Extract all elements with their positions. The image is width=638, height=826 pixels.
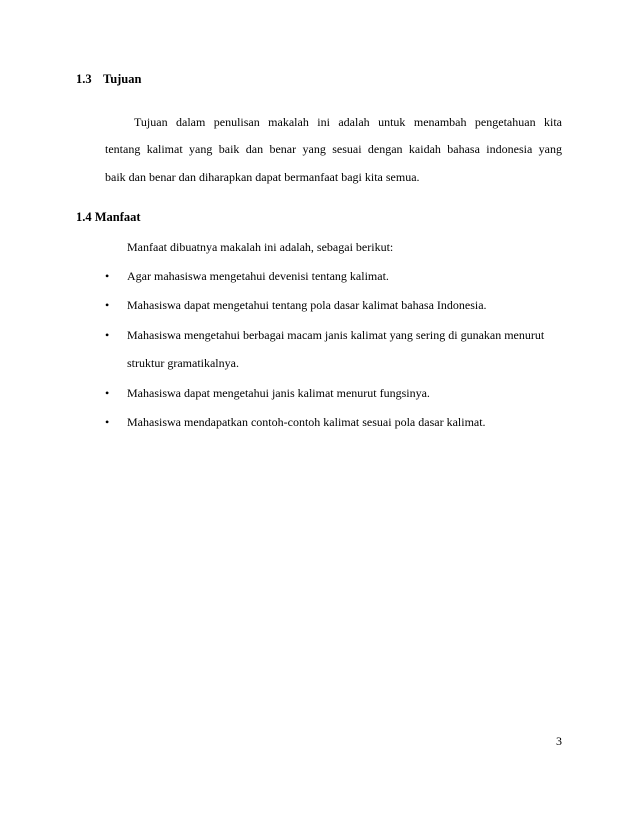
- list-item-text: Mahasiswa mengetahui berbagai macam janis kalimat yang sering di gunakan menurut: [127, 328, 545, 342]
- bullet-icon: •: [105, 328, 110, 342]
- manfaat-intro: Manfaat dibuatnya makalah ini adalah, sebagai berikut:: [127, 240, 394, 254]
- bullet-icon: •: [105, 269, 110, 283]
- section-heading-tujuan: [76, 72, 141, 87]
- bullet-icon: •: [105, 298, 110, 312]
- tujuan-paragraph-line-1: Tujuan dalam penulisan makalah ini adalah untuk menambah pengetahuan kita: [134, 115, 562, 129]
- bullet-icon: •: [105, 415, 110, 429]
- list-item-text: Agar mahasiswa mengetahui devenisi tentang kalimat.: [127, 269, 389, 283]
- list-item-text: Mahasiswa dapat mengetahui janis kalimat menurut fungsinya.: [127, 386, 430, 400]
- tujuan-paragraph-line-2: tentang kalimat yang baik dan benar yang sesuai dengan kaidah bahasa indonesia yang: [105, 142, 562, 156]
- section-title-tujuan: Tujuan: [103, 72, 142, 86]
- list-item-text: Mahasiswa dapat mengetahui tentang pola dasar kalimat bahasa Indonesia.: [127, 298, 487, 312]
- list-item-text: struktur gramatikalnya.: [127, 356, 239, 370]
- page-number: 3: [556, 734, 562, 748]
- section-number-tujuan: 1.3: [76, 72, 92, 86]
- list-item-text: Mahasiswa mendapatkan contoh-contoh kalimat sesuai pola dasar kalimat.: [127, 415, 486, 429]
- bullet-icon: •: [105, 386, 110, 400]
- section-heading-manfaat: 1.4 Manfaat: [76, 210, 141, 224]
- tujuan-paragraph-line-3: baik dan benar dan diharapkan dapat bermanfaat bagi kita semua.: [105, 170, 420, 184]
